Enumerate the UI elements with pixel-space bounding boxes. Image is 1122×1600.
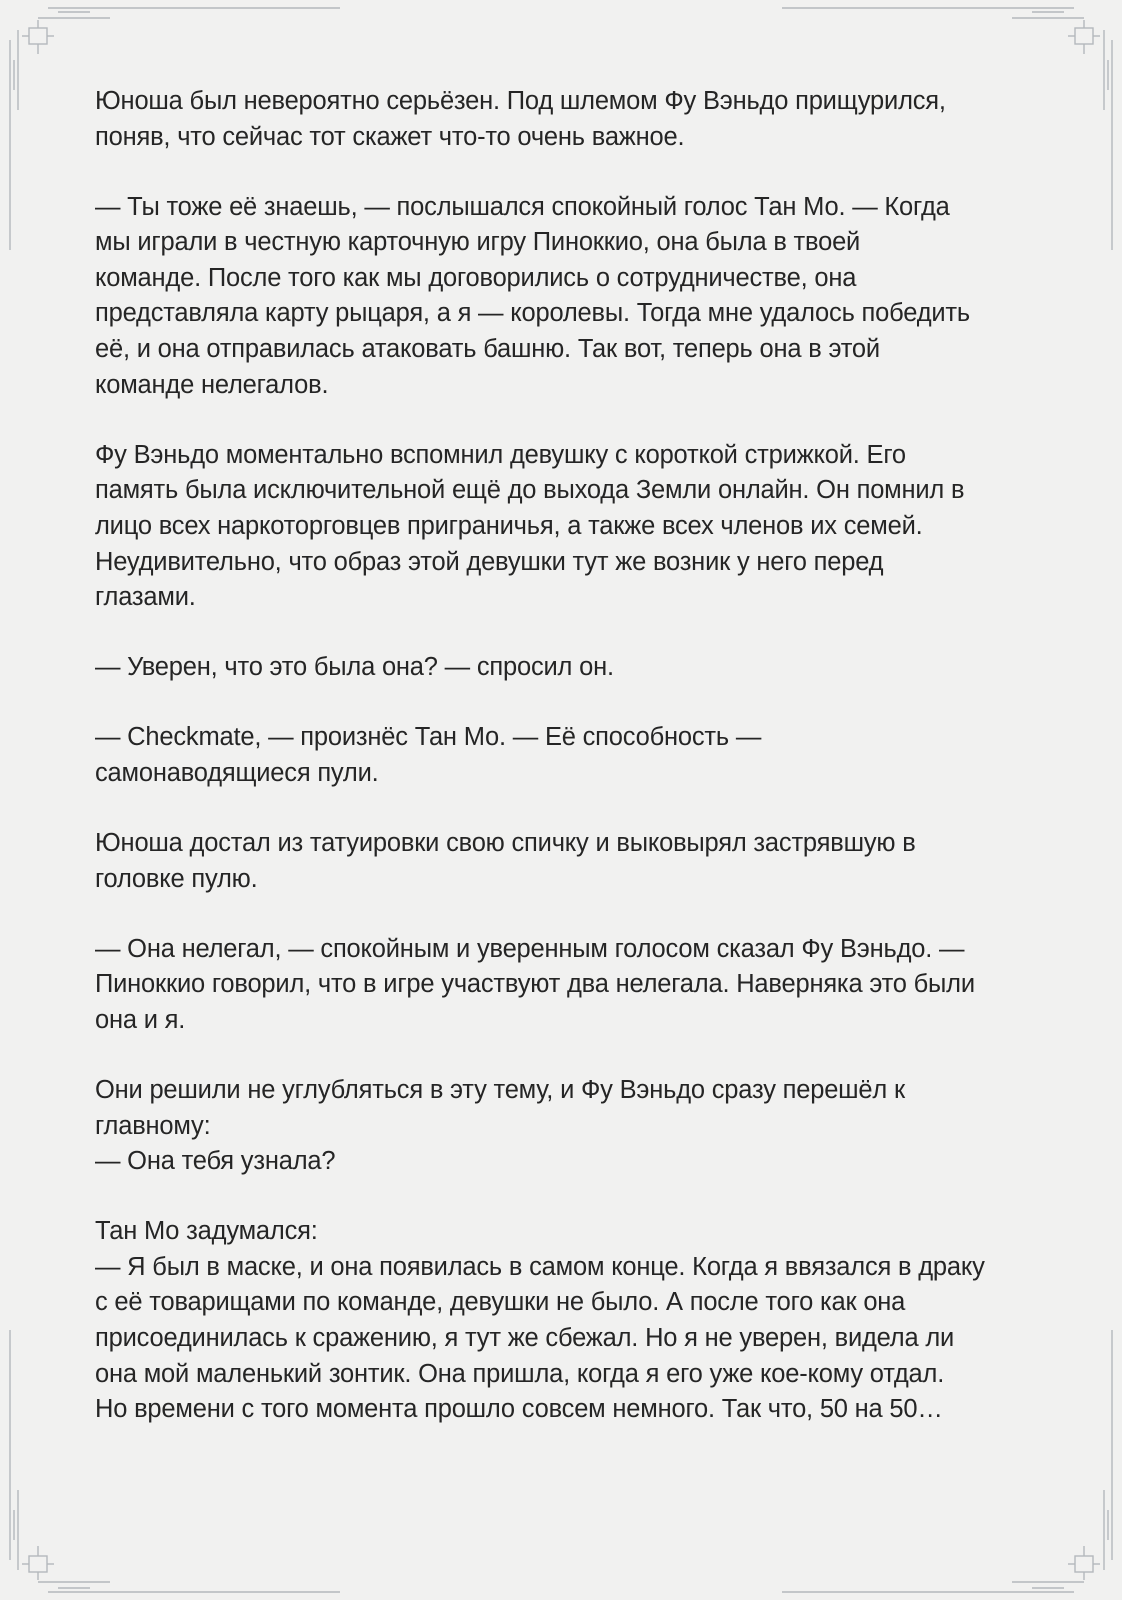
text-line: головке пулю. bbox=[95, 864, 258, 893]
text-line: лицо всех наркоторговцев приграничья, а также всех членов их семей. bbox=[95, 511, 923, 540]
text-line: она мой маленький зонтик. Она пришла, когда я его уже кое-кому отдал. bbox=[95, 1359, 945, 1388]
paragraph-8 bbox=[95, 1073, 1030, 1180]
text-line: Юноша достал из татуировки свою спичку и выковырял застрявшую в bbox=[95, 829, 916, 857]
paragraph-9 bbox=[95, 1214, 1030, 1428]
text-line: мы играли в честную карточную игру Пиноккио, она была в твоей bbox=[95, 228, 861, 257]
text-line: — Она нелегал, — спокойным и уверенным голосом сказал Фу Вэньдо. — bbox=[95, 934, 965, 963]
text-line: Неудивительно, что образ этой девушки тут же возник у него перед bbox=[95, 547, 884, 576]
text-line: представляла карту рыцаря, а я — королевы. Тогда мне удалось победить bbox=[95, 299, 970, 328]
text-line: — Я был в маске, и она появилась в самом конце. Когда я ввязался в драку bbox=[95, 1252, 985, 1281]
paragraph-5 bbox=[95, 720, 1030, 791]
text-line: Тан Мо задумался: bbox=[95, 1217, 318, 1246]
text-line: — Ты тоже её знаешь, — послышался спокойный голос Тан Мо. — Когда bbox=[95, 192, 950, 221]
document-body bbox=[95, 84, 1030, 1462]
paragraph-3 bbox=[95, 438, 1030, 616]
text-line: глазами. bbox=[95, 583, 196, 612]
paragraph-1 bbox=[95, 84, 1030, 155]
text-line: — Она тебя узнала? bbox=[95, 1147, 336, 1176]
text-line: самонаводящиеся пули. bbox=[95, 758, 379, 787]
text-line: — Checkmate, — произнёс Тан Мо. — Её способность — bbox=[95, 723, 762, 752]
paragraph-6 bbox=[95, 826, 1030, 897]
text-line: Но времени с того момента прошло совсем немного. Так что, 50 на 50… bbox=[95, 1395, 943, 1424]
paragraph-2 bbox=[95, 190, 1030, 404]
text-line: команде нелегалов. bbox=[95, 370, 329, 399]
text-line: Они решили не углубляться в эту тему, и Фу Вэньдо сразу перешёл к bbox=[95, 1075, 905, 1104]
text-line: Пиноккио говорил, что в игре участвуют два нелегала. Наверняка это были bbox=[95, 970, 975, 999]
text-line: команде. После того как мы договорились о сотрудничестве, она bbox=[95, 263, 857, 292]
text-line: главному: bbox=[95, 1111, 211, 1140]
text-line: память была исключительной ещё до выхода Земли онлайн. Он помнил в bbox=[95, 476, 965, 505]
text-line: — Уверен, что это была она? — спросил он. bbox=[95, 653, 614, 682]
text-line: её, и она отправилась атаковать башню. Так вот, теперь она в этой bbox=[95, 335, 880, 364]
text-line: с её товарищами по команде, девушки не было. А после того как она bbox=[95, 1288, 906, 1317]
paragraph-4 bbox=[95, 650, 1030, 686]
text-line: присоединилась к сражению, я тут же сбежал. Но я не уверен, видела ли bbox=[95, 1324, 955, 1353]
text-line: Фу Вэньдо моментально вспомнил девушку с короткой стрижкой. Его bbox=[95, 440, 906, 469]
text-line: поняв, что сейчас тот скажет что-то очень важное. bbox=[95, 122, 685, 151]
text-line: Юноша был невероятно серьёзен. Под шлемом Фу Вэньдо прищурился, bbox=[95, 87, 946, 115]
text-line: она и я. bbox=[95, 1005, 186, 1034]
paragraph-7 bbox=[95, 932, 1030, 1039]
